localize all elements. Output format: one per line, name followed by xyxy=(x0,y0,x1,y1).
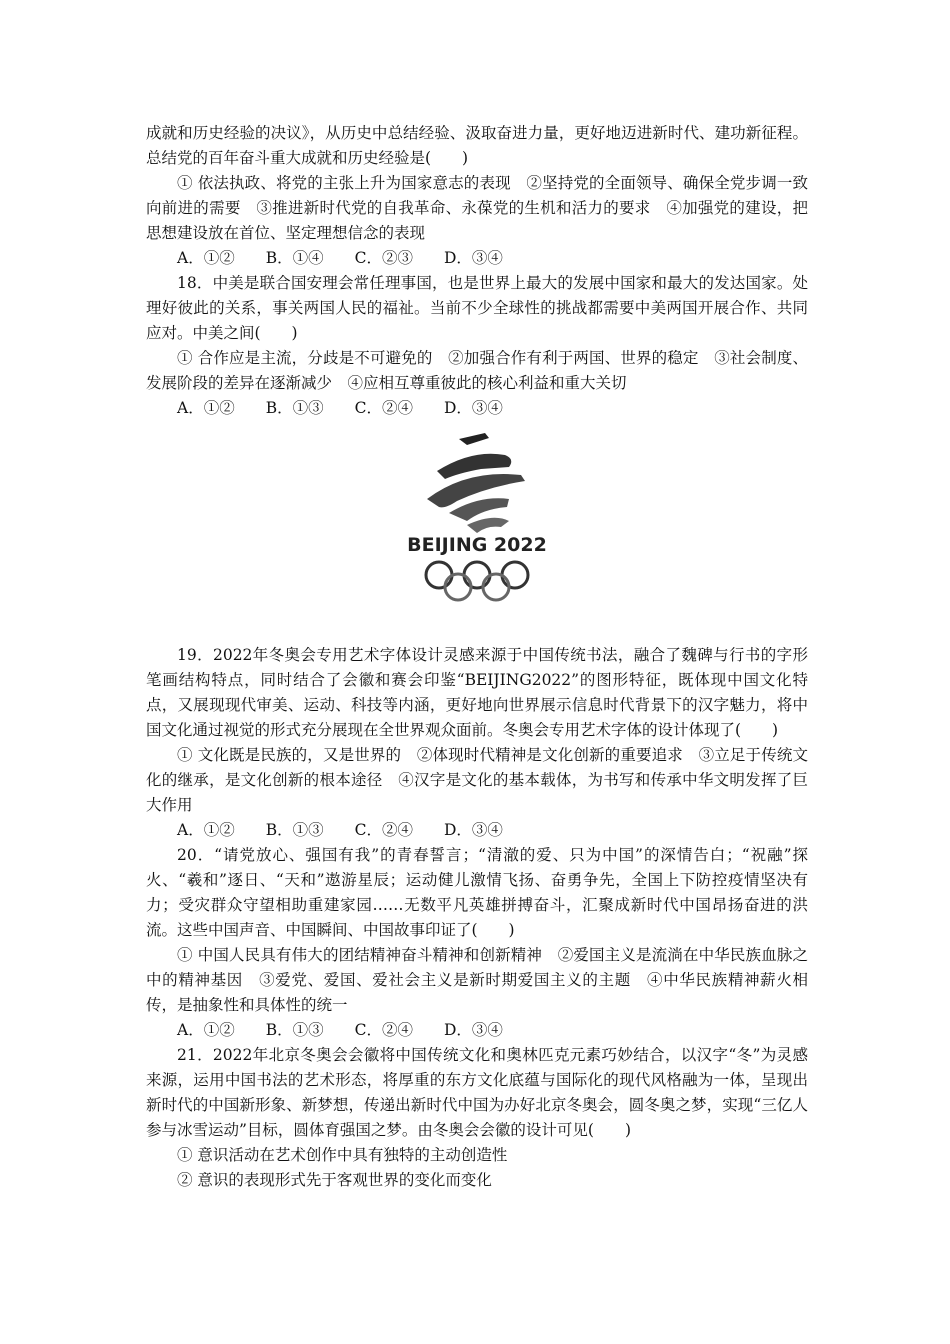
q20-stem: 20．“请党放心、强国有我”的青春誓言；“清澈的爱、只为中国”的深情告白；“祝融”探火、“羲和”逐日、“天和”遨游星辰；运动健儿激情飞扬、奋勇争先，全国上下防控疫情坚决有力；受灾群众守望相助重建家园……无数平凡英雄拼搏奋斗，汇聚成新时代中国昂扬奋进的洪流。这些中国声音、中国瞬间、中国故事印证了( ) xyxy=(146,846,808,939)
q19-items: ① 文化既是民族的，又是世界的 ②体现时代精神是文化创新的重要追求 ③立足于传统文化的继承，是文化创新的根本途径 ④汉字是文化的基本载体，为书写和传承中华文明发挥了巨大作用 xyxy=(146,746,808,814)
q21-item-1: ① 意识活动在艺术创作中具有独特的主动创造性 xyxy=(177,1146,508,1164)
q18-options: A．①② B．①③ C．②④ D．③④ xyxy=(177,399,503,417)
emblem-text: BEIJING 2022 xyxy=(407,534,547,556)
q18-items: ① 合作应是主流，分歧是不可避免的 ②加强合作有利于两国、世界的稳定 ③社会制度、发展阶段的差异在逐渐减少 ④应相互尊重彼此的核心利益和重大关切 xyxy=(146,349,808,392)
q19-stem: 19．2022年冬奥会专用艺术字体设计灵感来源于中国传统书法，融合了魏碑与行书的字形笔画结构特点，同时结合了会徽和赛会印鉴“BEIJING2022”的图形特征，既体现中国文化特点，又展现现代审美、运动、科技等内涵，更好地向世界展示信息时代背景下的汉字魅力，将中国文化通过视觉的形式充分展现在全世界观众面前。冬奥会专用艺术字体的设计体现了( ) xyxy=(146,646,808,739)
beijing-2022-emblem-icon xyxy=(397,429,557,604)
q17-items: ① 依法执政、将党的主张上升为国家意志的表现 ②坚持党的全面领导、确保全党步调一致向前进的需要 ③推进新时代党的自我革命、永葆党的生机和活力的要求 ④加强党的建设，把思想建设放在首位、坚定理想信念的表现 xyxy=(146,174,808,242)
q21-stem: 21．2022年北京冬奥会会徽将中国传统文化和奥林匹克元素巧妙结合，以汉字“冬”为灵感来源，运用中国书法的艺术形态，将厚重的东方文化底蕴与国际化的现代风格融为一体，呈现出新时代的中国新形象、新梦想，传递出新时代中国为办好北京冬奥会，圆冬奥之梦，实现“三亿人参与冰雪运动”目标，圆体育强国之梦。由冬奥会会徽的设计可见( ) xyxy=(146,1046,808,1139)
winter-olympics-emblem xyxy=(146,421,808,629)
q21-item-2: ② 意识的表现形式先于客观世界的变化而变化 xyxy=(177,1171,492,1189)
q19-options: A．①② B．①③ C．②④ D．③④ xyxy=(177,821,503,839)
q17-stem: 成就和历史经验的决议》，从历史中总结经验、汲取奋进力量，更好地迈进新时代、建功新征程。总结党的百年奋斗重大成就和历史经验是( ) xyxy=(146,124,808,167)
document-body xyxy=(146,121,808,1193)
q20-items: ① 中国人民具有伟大的团结精神奋斗精神和创新精神 ②爱国主义是流淌在中华民族血脉之中的精神基因 ③爱党、爱国、爱社会主义是新时期爱国主义的主题 ④中华民族精神薪火相传，是抽象性和具体性的统一 xyxy=(146,946,808,1014)
q17-options: A．①② B．①④ C．②③ D．③④ xyxy=(177,249,503,267)
q20-options: A．①② B．①③ C．②④ D．③④ xyxy=(177,1021,503,1039)
q18-stem: 18．中美是联合国安理会常任理事国，也是世界上最大的发展中国家和最大的发达国家。处理好彼此的关系，事关两国人民的福祉。当前不少全球性的挑战都需要中美两国开展合作、共同应对。中美之间( ) xyxy=(146,274,808,342)
